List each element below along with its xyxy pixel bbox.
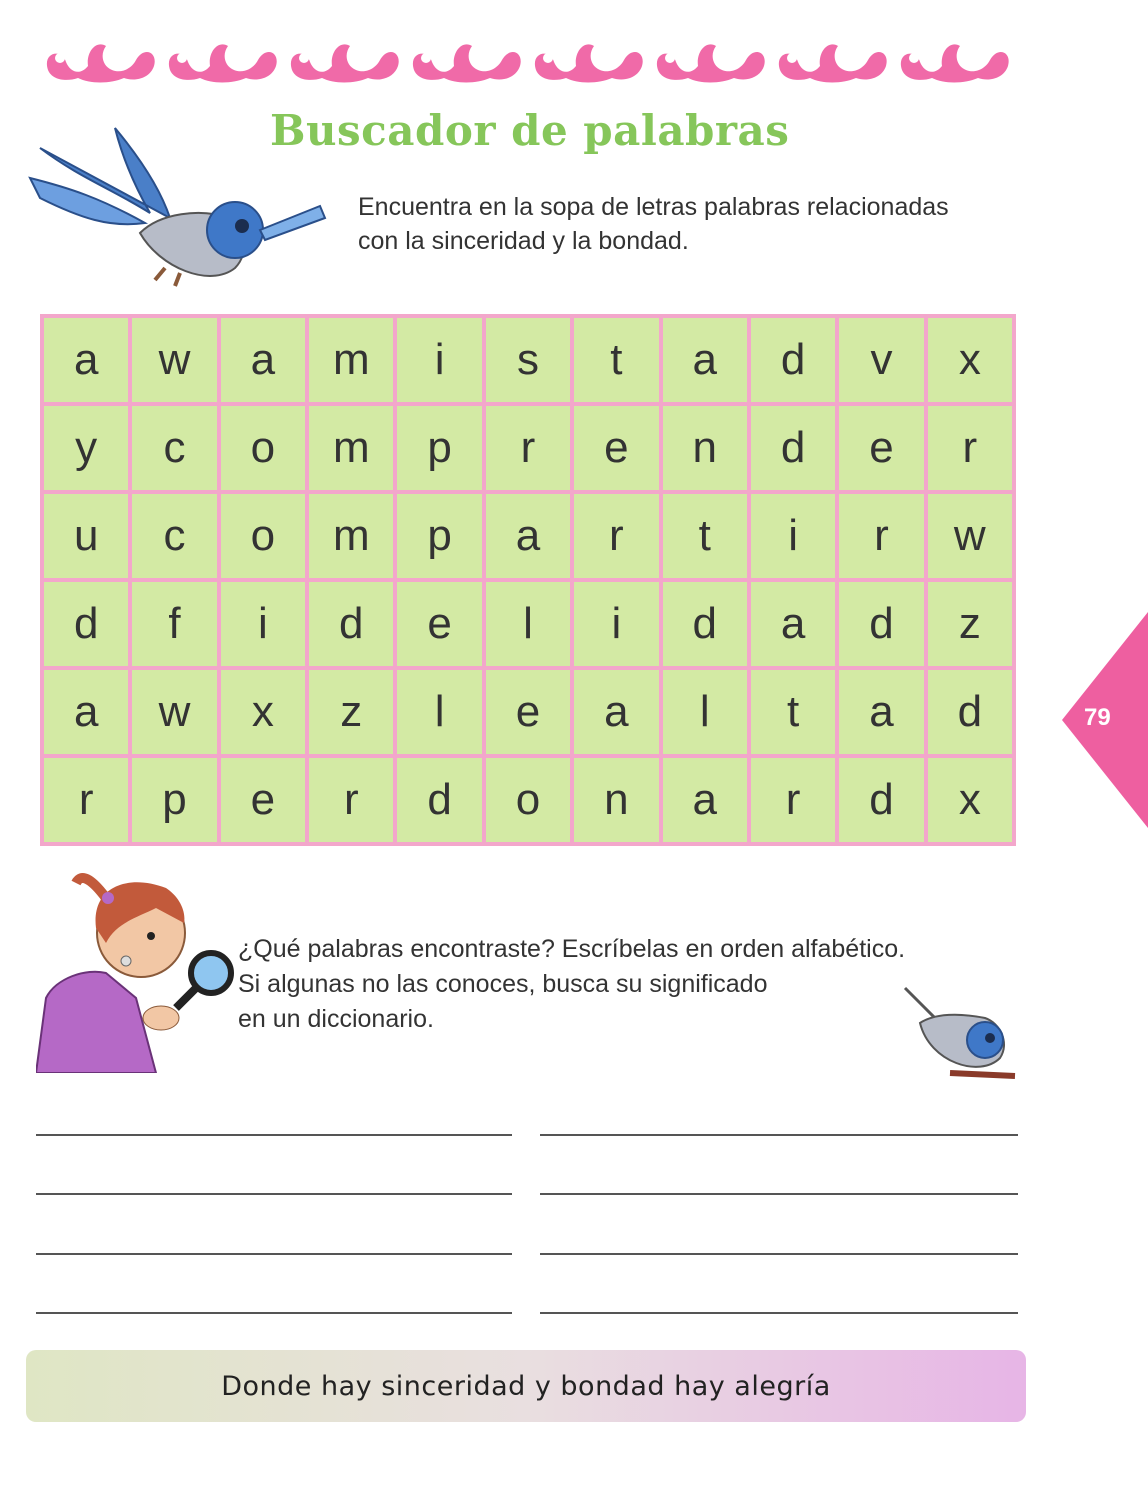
grid-cell[interactable]: a <box>574 670 658 754</box>
grid-cell[interactable]: a <box>839 670 923 754</box>
grid-cell[interactable]: i <box>574 582 658 666</box>
grid-cell[interactable]: w <box>132 318 216 402</box>
grid-cell[interactable]: w <box>928 494 1012 578</box>
answer-line[interactable] <box>540 1312 1018 1314</box>
grid-cell[interactable]: t <box>574 318 658 402</box>
grid-cell[interactable]: x <box>221 670 305 754</box>
grid-cell[interactable]: l <box>397 670 481 754</box>
grid-cell[interactable]: o <box>221 406 305 490</box>
girl-magnifier-icon <box>36 868 236 1073</box>
grid-cell[interactable]: p <box>397 406 481 490</box>
grid-cell[interactable]: a <box>221 318 305 402</box>
grid-cell[interactable]: l <box>663 670 747 754</box>
grid-cell[interactable]: r <box>928 406 1012 490</box>
grid-cell[interactable]: z <box>309 670 393 754</box>
grid-cell[interactable]: d <box>839 758 923 842</box>
answer-line[interactable] <box>540 1253 1018 1255</box>
grid-cell[interactable]: d <box>309 582 393 666</box>
motto-text: Donde hay sinceridad y bondad hay alegría <box>221 1370 831 1402</box>
grid-cell[interactable]: d <box>397 758 481 842</box>
grid-cell[interactable]: e <box>574 406 658 490</box>
answer-line[interactable] <box>36 1253 512 1255</box>
grid-cell[interactable]: a <box>44 318 128 402</box>
grid-cell[interactable]: a <box>751 582 835 666</box>
grid-cell[interactable]: f <box>132 582 216 666</box>
grid-cell[interactable]: m <box>309 494 393 578</box>
grid-cell[interactable]: u <box>44 494 128 578</box>
ornament-dot <box>421 53 431 63</box>
grid-cell[interactable]: x <box>928 758 1012 842</box>
ornament-flourish <box>169 44 277 82</box>
ornament-flourish <box>901 44 1009 82</box>
grid-cell[interactable]: d <box>928 670 1012 754</box>
ornament-flourish <box>535 44 643 82</box>
grid-cell[interactable]: r <box>751 758 835 842</box>
grid-cell[interactable]: o <box>486 758 570 842</box>
grid-cell[interactable]: n <box>574 758 658 842</box>
grid-cell[interactable]: i <box>397 318 481 402</box>
instruction-line: Encuentra en la sopa de letras palabras relacionadas <box>358 193 949 221</box>
instruction-text <box>358 190 1038 258</box>
grid-cell[interactable]: z <box>928 582 1012 666</box>
ornament-dot <box>665 53 675 63</box>
grid-cell[interactable]: a <box>486 494 570 578</box>
grid-cell[interactable]: l <box>486 582 570 666</box>
instruction-line: con la sinceridad y la bondad. <box>358 227 689 255</box>
ornament-dot <box>787 53 797 63</box>
ornament-dot <box>177 53 187 63</box>
ornament-dot <box>543 53 553 63</box>
page-number: 79 <box>1084 704 1111 731</box>
grid-cell[interactable]: r <box>574 494 658 578</box>
grid-cell[interactable]: w <box>132 670 216 754</box>
grid-cell[interactable]: x <box>928 318 1012 402</box>
answer-line[interactable] <box>540 1193 1018 1195</box>
ornament-dot <box>55 53 65 63</box>
ornament-flourish <box>413 44 521 82</box>
grid-cell[interactable]: v <box>839 318 923 402</box>
question-line: ¿Qué palabras encontraste? Escríbelas en orden alfabético. <box>238 935 906 963</box>
ornament-dot <box>909 53 919 63</box>
grid-cell[interactable]: a <box>44 670 128 754</box>
answer-line[interactable] <box>36 1193 512 1195</box>
grid-cell[interactable]: p <box>132 758 216 842</box>
grid-cell[interactable]: d <box>751 318 835 402</box>
ornament-border <box>40 22 1020 92</box>
ornament-flourish <box>291 44 399 82</box>
ornament-flourish <box>657 44 765 82</box>
grid-cell[interactable]: r <box>44 758 128 842</box>
grid-cell[interactable]: d <box>663 582 747 666</box>
grid-cell[interactable]: e <box>221 758 305 842</box>
grid-cell[interactable]: a <box>663 318 747 402</box>
answer-line[interactable] <box>36 1312 512 1314</box>
grid-cell[interactable]: t <box>663 494 747 578</box>
grid-cell[interactable]: e <box>397 582 481 666</box>
grid-cell[interactable]: n <box>663 406 747 490</box>
question-line: Si algunas no las conoces, busca su significado <box>238 970 768 998</box>
ornament-flourish <box>779 44 887 82</box>
grid-cell[interactable]: s <box>486 318 570 402</box>
answer-line[interactable] <box>36 1134 512 1136</box>
grid-cell[interactable]: e <box>839 406 923 490</box>
grid-cell[interactable]: c <box>132 494 216 578</box>
grid-cell[interactable]: r <box>839 494 923 578</box>
grid-cell[interactable]: d <box>839 582 923 666</box>
grid-cell[interactable]: p <box>397 494 481 578</box>
bluebird-perched-icon <box>890 968 1020 1088</box>
grid-cell[interactable]: y <box>44 406 128 490</box>
ornament-dot <box>299 53 309 63</box>
grid-cell[interactable]: e <box>486 670 570 754</box>
grid-cell[interactable]: t <box>751 670 835 754</box>
grid-cell[interactable]: r <box>486 406 570 490</box>
answer-line[interactable] <box>540 1134 1018 1136</box>
grid-cell[interactable]: m <box>309 318 393 402</box>
grid-cell[interactable]: d <box>751 406 835 490</box>
grid-cell[interactable]: d <box>44 582 128 666</box>
motto-banner <box>26 1350 1026 1422</box>
grid-cell[interactable]: i <box>221 582 305 666</box>
grid-cell[interactable]: o <box>221 494 305 578</box>
word-search-grid <box>40 314 1016 846</box>
ornament-flourish <box>47 44 155 82</box>
grid-cell[interactable]: m <box>309 406 393 490</box>
grid-cell[interactable]: i <box>751 494 835 578</box>
grid-cell[interactable]: r <box>309 758 393 842</box>
question-line: en un diccionario. <box>238 1005 434 1033</box>
grid-cell[interactable]: a <box>663 758 747 842</box>
page-title: Buscador de palabras <box>270 106 790 155</box>
grid-cell[interactable]: c <box>132 406 216 490</box>
